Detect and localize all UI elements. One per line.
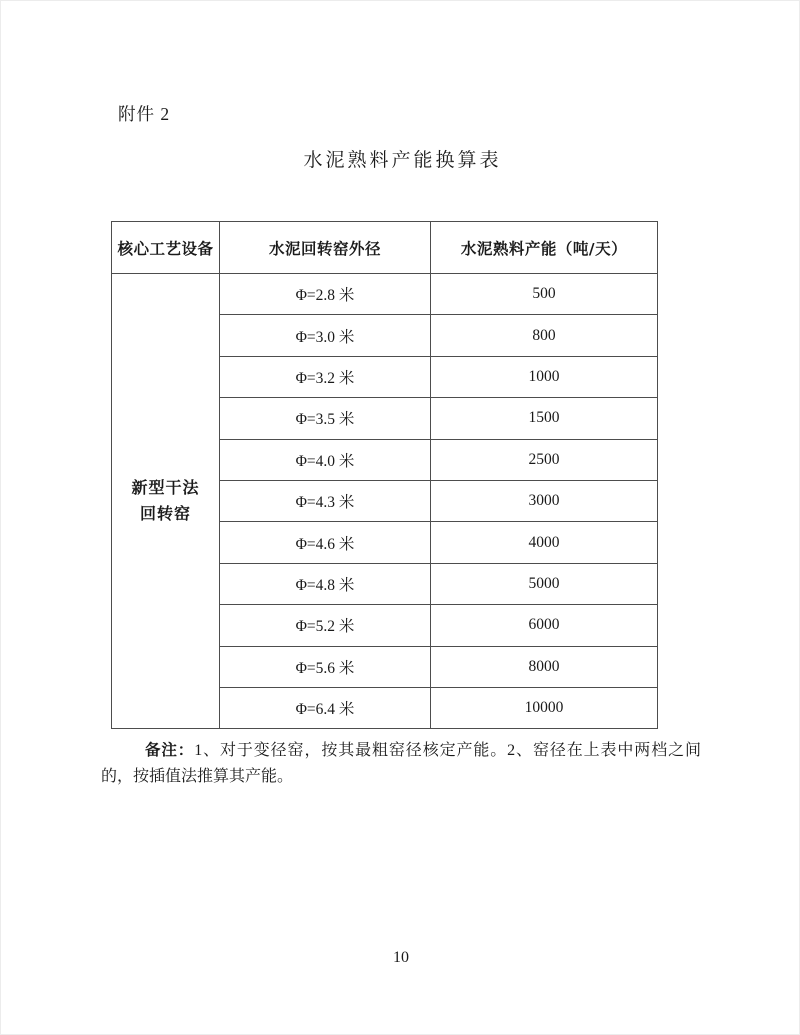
equipment-line-2: 回转窑 [139,504,191,524]
col-header-capacity: 水泥熟料产能（吨/天） [431,222,658,274]
equipment-cell [112,274,220,729]
capacity-cell: 1000 [431,356,658,397]
attachment-label: 附件 2 [118,104,171,124]
capacity-cell: 8000 [431,646,658,687]
capacity-cell: 3000 [431,480,658,521]
footnote-text: 1、对于变径窑，按其最粗窑径核定产能。2、窑径在上表中两档之间的，按插值法推算其产能。 [101,742,701,785]
capacity-cell: 4000 [431,522,658,563]
capacity-cell: 6000 [431,605,658,646]
capacity-cell: 5000 [431,563,658,604]
diameter-cell: Φ=4.0 米 [220,439,431,480]
capacity-cell: 800 [431,315,658,356]
diameter-cell: Φ=4.8 米 [220,563,431,604]
page-title: 水泥熟料产能换算表 [303,150,502,171]
table-row [112,274,658,315]
diameter-cell: Φ=4.6 米 [220,522,431,563]
col-header-diameter: 水泥回转窑外径 [220,222,431,274]
diameter-cell: Φ=3.5 米 [220,398,431,439]
diameter-cell: Φ=3.2 米 [220,356,431,397]
capacity-cell: 10000 [431,687,658,728]
capacity-cell: 500 [431,274,658,315]
capacity-cell: 2500 [431,439,658,480]
capacity-cell: 1500 [431,398,658,439]
table-header-row [112,222,658,274]
diameter-cell: Φ=5.2 米 [220,605,431,646]
equipment-line-1: 新型干法 [131,478,200,498]
diameter-cell: Φ=3.0 米 [220,315,431,356]
diameter-cell: Φ=6.4 米 [220,687,431,728]
diameter-cell: Φ=5.6 米 [220,646,431,687]
footnote [101,737,701,790]
diameter-cell: Φ=4.3 米 [220,480,431,521]
diameter-cell: Φ=2.8 米 [220,274,431,315]
page-number: 10 [393,949,409,966]
col-header-equipment: 核心工艺设备 [112,222,220,274]
capacity-conversion-table [111,221,658,729]
footnote-label: 备注： [145,741,195,759]
